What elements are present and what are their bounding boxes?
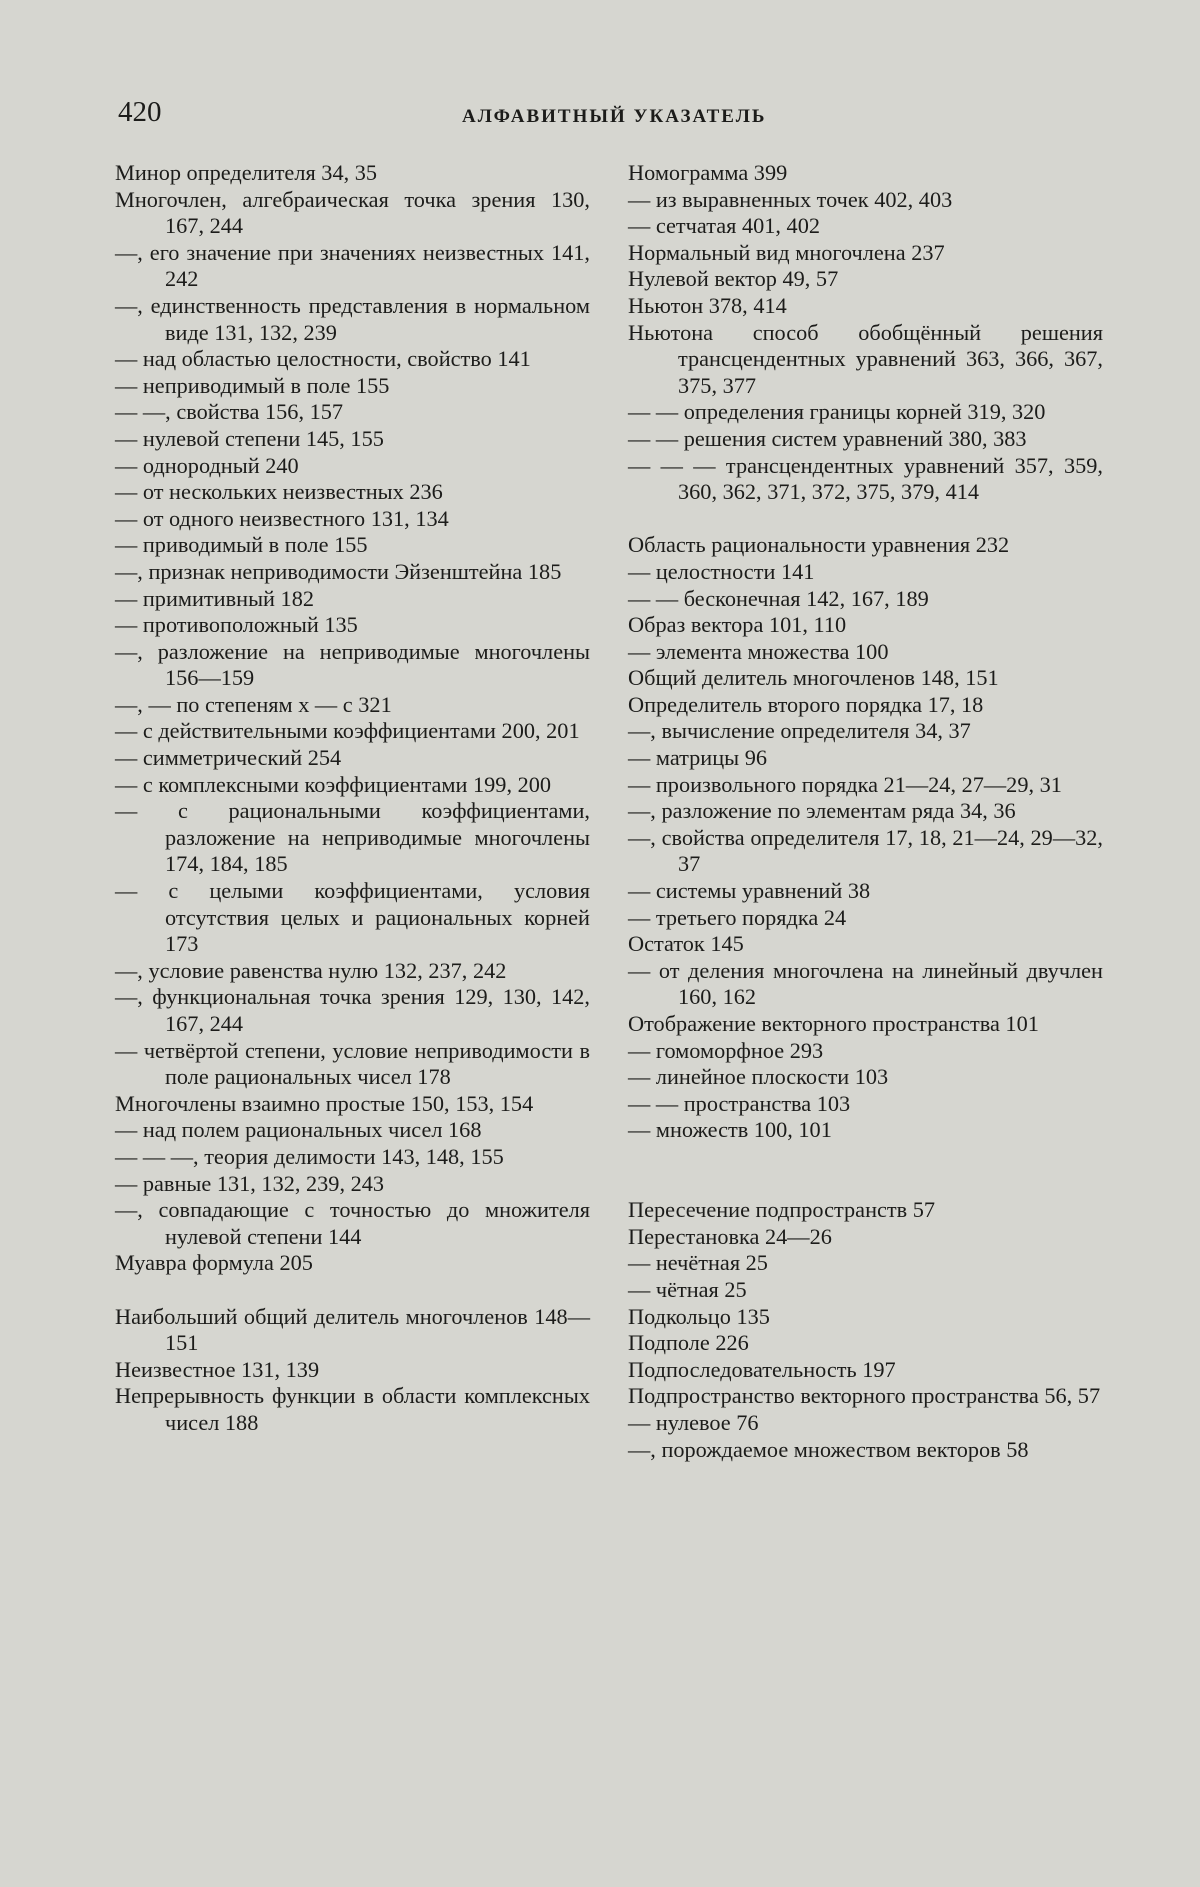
index-entry: — с комплексными коэффициентами 199, 200 xyxy=(115,771,552,797)
page-header xyxy=(118,96,1108,136)
index-entry: — из выравненных точек 402, 403 xyxy=(628,186,953,212)
index-entry: — от нескольких неизвестных 236 xyxy=(115,479,443,505)
index-entry: —, вычисление определителя 34, 37 xyxy=(628,718,971,744)
index-entry: —, разложение на неприводимые многочлены 156—159 xyxy=(115,638,590,691)
index-entry: — — определения границы корней 319, 320 xyxy=(628,399,1046,425)
section-gap xyxy=(628,1144,1103,1171)
index-entry: — с рациональными коэффициентами, разложение на неприводимые многочлены 174, 184, 185 xyxy=(115,798,590,877)
index-entry: —, совпадающие с точностью до множителя нулевой степени 144 xyxy=(115,1197,590,1249)
index-entry: Ньютона способ обобщённый решения трансцендентных уравнений 363, 366, 367, 375, 377 xyxy=(628,319,1103,398)
index-entry: —, условие равенства нулю 132, 237, 242 xyxy=(115,957,507,983)
index-entry: —, порождаемое множеством векторов 58 xyxy=(628,1436,1029,1462)
index-entry: Неизвестное 131, 139 xyxy=(115,1356,320,1382)
index-entry: Муавра формула 205 xyxy=(115,1250,313,1276)
index-entry: Область рациональности уравнения 232 xyxy=(628,532,1010,558)
index-entry: Образ вектора 101, 110 xyxy=(628,612,847,638)
index-entry: —, его значение при значениях неизвестных 141, 242 xyxy=(115,239,590,292)
index-entry: — третьего порядка 24 xyxy=(628,904,847,930)
index-entry: — — — трансцендентных уравнений 357, 359, 360, 362, 371, 372, 375, 379, 414 xyxy=(628,452,1103,505)
index-entry: — — —, теория делимости 143, 148, 155 xyxy=(115,1143,504,1169)
index-entry: Определитель второго порядка 17, 18 xyxy=(628,691,984,717)
index-entry: Остаток 145 xyxy=(628,931,744,957)
index-entry: — четвёртой степени, условие неприводимости в поле рациональных чисел 178 xyxy=(115,1037,590,1090)
index-entry: — —, свойства 156, 157 xyxy=(115,399,344,425)
index-entry: — — решения систем уравнений 380, 383 xyxy=(628,425,1027,451)
index-entry: Наибольший общий делитель многочленов 148—151 xyxy=(115,1303,590,1356)
index-entry: Перестановка 24—26 xyxy=(628,1223,832,1249)
index-entry: — линейное плоскости 103 xyxy=(628,1064,889,1090)
index-entry: — примитивный 182 xyxy=(115,585,314,611)
index-entry: — — пространства 103 xyxy=(628,1090,851,1116)
index-entry: — над областью целостности, свойство 141 xyxy=(115,346,531,372)
index-entry: — с действительными коэффициентами 200, 201 xyxy=(115,718,580,744)
index-entry: — симметрический 254 xyxy=(115,745,342,771)
index-entry: Многочлен, алгебраическая точка зрения 130, 167, 244 xyxy=(115,186,590,239)
index-entry: — неприводимый в поле 155 xyxy=(115,372,390,398)
index-entry: Многочлены взаимно простые 150, 153, 154 xyxy=(115,1090,534,1116)
index-entry: Минор определителя 34, 35 xyxy=(115,160,378,185)
index-entry: — нулевое 76 xyxy=(628,1409,759,1435)
index-column-right xyxy=(628,160,1103,1463)
index-entry: — над полем рациональных чисел 168 xyxy=(115,1117,482,1143)
section-gap xyxy=(628,506,1103,533)
index-entry: — матрицы 96 xyxy=(628,745,768,771)
index-entry: — равные 131, 132, 239, 243 xyxy=(115,1170,385,1196)
section-gap xyxy=(628,1171,1103,1198)
index-entry: Подпоследовательность 197 xyxy=(628,1356,896,1382)
index-entry: Подпространство векторного пространства 56, 57 xyxy=(628,1383,1101,1409)
index-entry: — от деления многочлена на линейный двучлен 160, 162 xyxy=(628,957,1103,1010)
index-entry: Отображение векторного пространства 101 xyxy=(628,1011,1039,1036)
index-entry: — — бесконечная 142, 167, 189 xyxy=(628,585,929,611)
index-entry: — элемента множества 100 xyxy=(628,638,889,664)
index-entry: —, признак неприводимости Эйзенштейна 185 xyxy=(115,558,562,584)
index-entry: — нечётная 25 xyxy=(628,1250,768,1276)
index-entry: — от одного неизвестного 131, 134 xyxy=(115,505,449,531)
index-entry: Ньютон 378, 414 xyxy=(628,292,787,318)
index-entry: Номограмма 399 xyxy=(628,160,788,185)
index-entry: — целостности 141 xyxy=(628,558,815,584)
index-column-left xyxy=(115,160,590,1437)
index-entry: — гомоморфное 293 xyxy=(628,1037,824,1063)
index-entry: Пересечение подпространств 57 xyxy=(628,1197,936,1223)
index-entry: Нормальный вид многочлена 237 xyxy=(628,239,945,265)
section-gap xyxy=(115,1277,590,1304)
page-number: 420 xyxy=(118,96,162,128)
index-entry: —, разложение по элементам ряда 34, 36 xyxy=(628,798,1016,824)
index-entry: — приводимый в поле 155 xyxy=(115,532,368,558)
index-entry: Непрерывность функции в области комплексных чисел 188 xyxy=(115,1383,590,1435)
index-entry: —, функциональная точка зрения 129, 130, 142, 167, 244 xyxy=(115,984,590,1036)
index-entry: Нулевой вектор 49, 57 xyxy=(628,266,839,292)
index-entry: —, единственность представления в нормальном виде 131, 132, 239 xyxy=(115,292,590,345)
index-entry: — однородный 240 xyxy=(115,452,299,478)
index-entry: Общий делитель многочленов 148, 151 xyxy=(628,665,999,691)
index-entry: Подкольцо 135 xyxy=(628,1303,770,1329)
index-entry: —, свойства определителя 17, 18, 21—24, 29—32, 37 xyxy=(628,824,1103,877)
index-entry: — нулевой степени 145, 155 xyxy=(115,425,384,451)
index-entry: — сетчатая 401, 402 xyxy=(628,213,820,239)
index-entry: — чётная 25 xyxy=(628,1276,747,1302)
index-entry: — произвольного порядка 21—24, 27—29, 31 xyxy=(628,771,1062,797)
index-entry: — с целыми коэффициентами, условия отсутствия целых и рациональных корней 173 xyxy=(115,878,590,957)
running-title: АЛФАВИТНЫЙ УКАЗАТЕЛЬ xyxy=(462,106,767,127)
index-entry: — противоположный 135 xyxy=(115,612,358,638)
index-entry: Подполе 226 xyxy=(628,1330,749,1356)
index-entry: —, — по степеням x — c 321 xyxy=(115,691,392,717)
index-entry: — системы уравнений 38 xyxy=(628,878,871,904)
index-entry: — множеств 100, 101 xyxy=(628,1117,832,1143)
